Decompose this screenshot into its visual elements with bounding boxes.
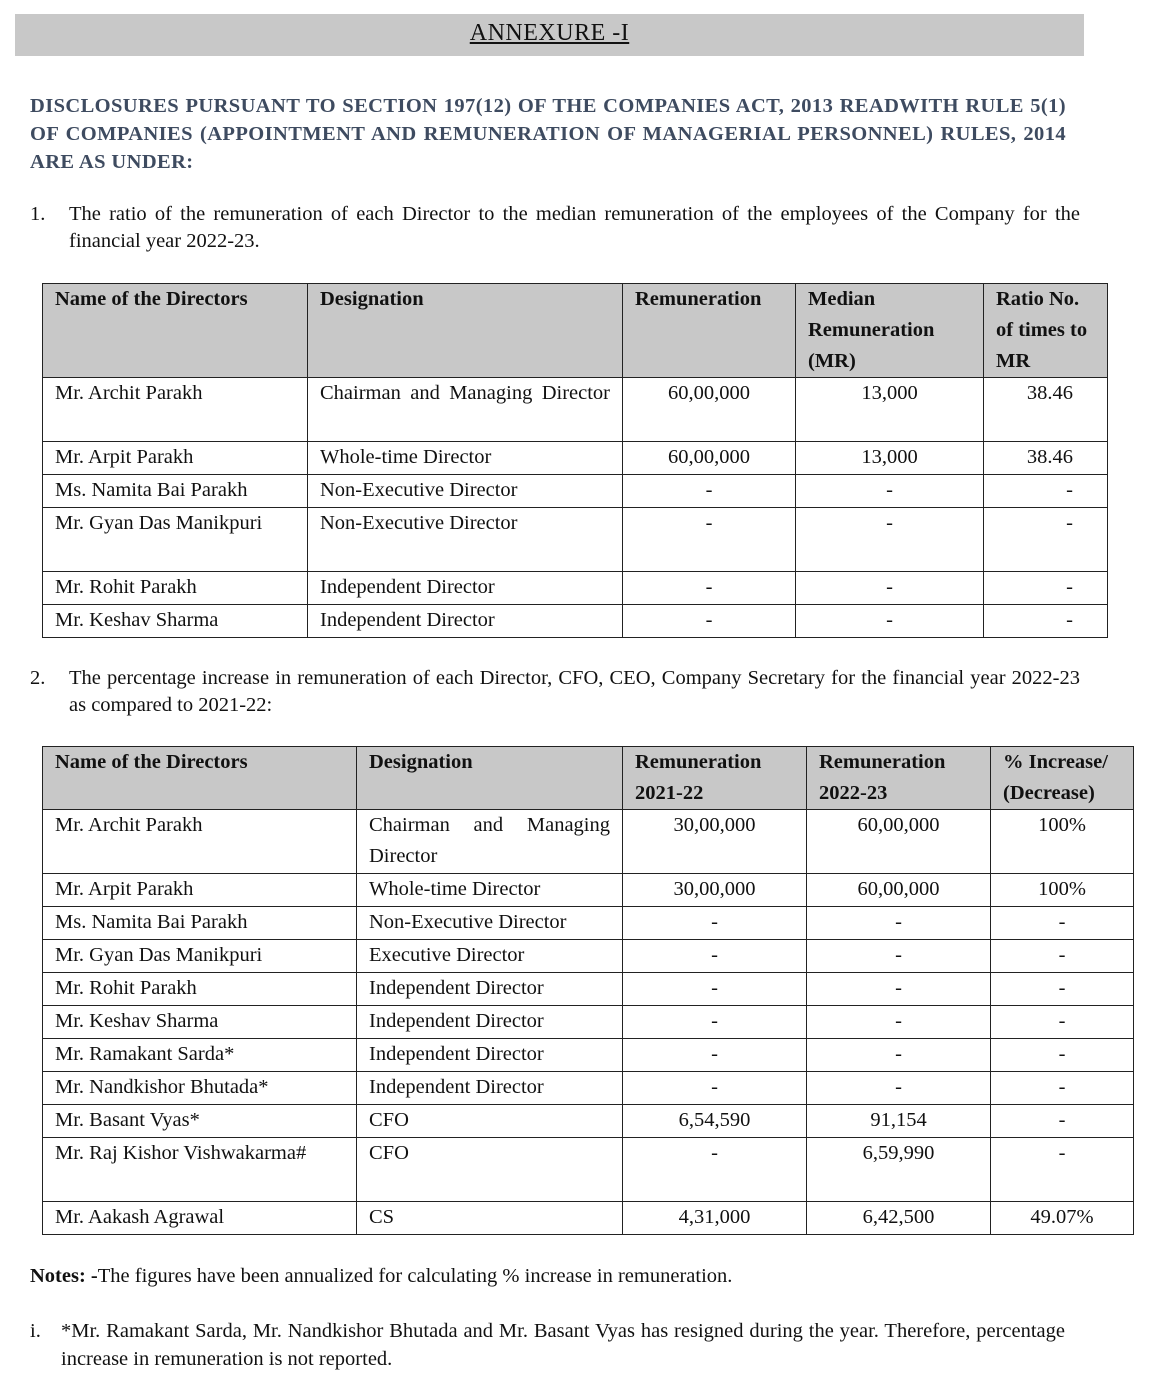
table-row bbox=[43, 1138, 1134, 1202]
ratio: - bbox=[984, 475, 1108, 508]
table-row bbox=[43, 442, 1108, 475]
director-name: Ms. Namita Bai Parakh bbox=[43, 907, 357, 940]
designation: CS bbox=[357, 1202, 623, 1235]
table-row bbox=[43, 874, 1134, 907]
median-remuneration: - bbox=[796, 605, 984, 638]
ratio: 38.46 bbox=[984, 442, 1108, 475]
table-row bbox=[43, 605, 1108, 638]
designation: Non-Executive Director bbox=[357, 907, 623, 940]
percent-increase: - bbox=[991, 1006, 1134, 1039]
percent-increase: - bbox=[991, 1105, 1134, 1138]
remuneration-2022-23: - bbox=[807, 1072, 991, 1105]
designation: Independent Director bbox=[357, 1006, 623, 1039]
designation: Non-Executive Director bbox=[308, 475, 623, 508]
director-name: Mr. Archit Parakh bbox=[43, 810, 357, 874]
remuneration: - bbox=[623, 508, 796, 572]
remuneration-2022-23: 60,00,000 bbox=[807, 874, 991, 907]
column-header: % Increase/ (Decrease) bbox=[991, 747, 1134, 810]
remuneration-2022-23: 60,00,000 bbox=[807, 810, 991, 874]
notes-text: The figures have been annualized for calculating % increase in remuneration. bbox=[97, 1265, 733, 1287]
point-2-number: 2. bbox=[30, 667, 46, 689]
percent-increase: - bbox=[991, 1072, 1134, 1105]
column-header: Remuneration bbox=[623, 284, 796, 378]
median-remuneration: 13,000 bbox=[796, 442, 984, 475]
remuneration-increase-table bbox=[42, 746, 1134, 1235]
designation: Independent Director bbox=[357, 1072, 623, 1105]
percent-increase: - bbox=[991, 907, 1134, 940]
notes-label: Notes: - bbox=[30, 1265, 98, 1287]
annexure-title-bar bbox=[15, 14, 1084, 56]
column-header: Name of the Directors bbox=[43, 747, 357, 810]
director-name: Mr. Rohit Parakh bbox=[43, 973, 357, 1006]
column-header: Remuneration 2022-23 bbox=[807, 747, 991, 810]
director-name: Mr. Archit Parakh bbox=[43, 378, 308, 442]
designation: Non-Executive Director bbox=[308, 508, 623, 572]
point-1-number: 1. bbox=[30, 203, 46, 225]
percent-increase: - bbox=[991, 1138, 1134, 1202]
percent-increase: 49.07% bbox=[991, 1202, 1134, 1235]
designation: Executive Director bbox=[357, 940, 623, 973]
ratio: - bbox=[984, 572, 1108, 605]
remuneration: 60,00,000 bbox=[623, 378, 796, 442]
remuneration-2021-22: - bbox=[623, 973, 807, 1006]
remuneration-2021-22: - bbox=[623, 1006, 807, 1039]
median-remuneration: - bbox=[796, 508, 984, 572]
column-header: Designation bbox=[308, 284, 623, 378]
director-name: Mr. Raj Kishor Vishwakarma# bbox=[43, 1138, 357, 1202]
ratio: - bbox=[984, 508, 1108, 572]
median-remuneration: 13,000 bbox=[796, 378, 984, 442]
remuneration-2021-22: 30,00,000 bbox=[623, 810, 807, 874]
point-1 bbox=[30, 201, 1080, 255]
director-name: Mr. Nandkishor Bhutada* bbox=[43, 1072, 357, 1105]
point-2-text: The percentage increase in remuneration of each Director, CFO, CEO, Company Secretary for the financial year 2022-23 as compared to 2021-22: bbox=[69, 667, 1080, 716]
remuneration-2022-23: - bbox=[807, 1006, 991, 1039]
director-name: Mr. Keshav Sharma bbox=[43, 1006, 357, 1039]
remuneration-2021-22: - bbox=[623, 907, 807, 940]
designation: Whole-time Director bbox=[308, 442, 623, 475]
director-name: Mr. Ramakant Sarda* bbox=[43, 1039, 357, 1072]
remuneration-2021-22: - bbox=[623, 940, 807, 973]
remuneration-2022-23: 6,59,990 bbox=[807, 1138, 991, 1202]
table-row bbox=[43, 475, 1108, 508]
remuneration-2021-22: - bbox=[623, 1072, 807, 1105]
remuneration-2021-22: - bbox=[623, 1039, 807, 1072]
median-remuneration: - bbox=[796, 572, 984, 605]
designation: Chairman and Managing Director bbox=[357, 810, 623, 874]
table-row bbox=[43, 508, 1108, 572]
median-remuneration: - bbox=[796, 475, 984, 508]
column-header: Designation bbox=[357, 747, 623, 810]
remuneration: - bbox=[623, 605, 796, 638]
table-row bbox=[43, 907, 1134, 940]
remuneration: - bbox=[623, 572, 796, 605]
table-row bbox=[43, 1006, 1134, 1039]
director-name: Mr. Basant Vyas* bbox=[43, 1105, 357, 1138]
remuneration-2021-22: - bbox=[623, 1138, 807, 1202]
percent-increase: - bbox=[991, 1039, 1134, 1072]
remuneration-2021-22: 4,31,000 bbox=[623, 1202, 807, 1235]
percent-increase: - bbox=[991, 973, 1134, 1006]
column-header: Name of the Directors bbox=[43, 284, 308, 378]
remuneration-2022-23: - bbox=[807, 973, 991, 1006]
table-row bbox=[43, 973, 1134, 1006]
remuneration: - bbox=[623, 475, 796, 508]
director-name: Mr. Aakash Agrawal bbox=[43, 1202, 357, 1235]
column-header: Median Remuneration (MR) bbox=[796, 284, 984, 378]
director-name: Mr. Rohit Parakh bbox=[43, 572, 308, 605]
designation: Independent Director bbox=[308, 572, 623, 605]
remuneration-2022-23: 6,42,500 bbox=[807, 1202, 991, 1235]
remuneration-2022-23: - bbox=[807, 1039, 991, 1072]
remuneration-2022-23: - bbox=[807, 940, 991, 973]
remuneration-2022-23: - bbox=[807, 907, 991, 940]
designation: Independent Director bbox=[357, 1039, 623, 1072]
note-item-number: i. bbox=[30, 1320, 41, 1342]
disclosure-heading: DISCLOSURES PURSUANT TO SECTION 197(12) OF THE COMPANIES ACT, 2013 READWITH RULE 5(1) OF COMPANIES (APPOINTMENT AND REMUNERATION OF MANAGERIAL PERSONNEL) RULES, 2014 ARE AS UNDER: bbox=[30, 95, 1066, 173]
table-row bbox=[43, 1105, 1134, 1138]
director-name: Mr. Keshav Sharma bbox=[43, 605, 308, 638]
table-row bbox=[43, 1202, 1134, 1235]
director-name: Mr. Arpit Parakh bbox=[43, 874, 357, 907]
director-ratio-table bbox=[42, 283, 1108, 638]
annexure-title: ANNEXURE -I bbox=[469, 20, 630, 46]
column-header: Remuneration 2021-22 bbox=[623, 747, 807, 810]
percent-increase: 100% bbox=[991, 874, 1134, 907]
table-row bbox=[43, 810, 1134, 874]
point-2 bbox=[30, 665, 1080, 719]
table-row bbox=[43, 1072, 1134, 1105]
notes bbox=[30, 1262, 732, 1290]
note-item bbox=[30, 1317, 1065, 1373]
ratio: - bbox=[984, 605, 1108, 638]
table-row bbox=[43, 572, 1108, 605]
designation: CFO bbox=[357, 1105, 623, 1138]
director-name: Mr. Gyan Das Manikpuri bbox=[43, 940, 357, 973]
table-row bbox=[43, 940, 1134, 973]
designation: Independent Director bbox=[308, 605, 623, 638]
director-name: Mr. Arpit Parakh bbox=[43, 442, 308, 475]
point-1-text: The ratio of the remuneration of each Director to the median remuneration of the employees of the Company for the financial year 2022-23. bbox=[69, 203, 1080, 252]
director-name: Ms. Namita Bai Parakh bbox=[43, 475, 308, 508]
column-header: Ratio No. of times to MR bbox=[984, 284, 1108, 378]
remuneration-2021-22: 6,54,590 bbox=[623, 1105, 807, 1138]
table-header-row bbox=[43, 284, 1108, 378]
table-row bbox=[43, 1039, 1134, 1072]
designation: Independent Director bbox=[357, 973, 623, 1006]
designation: Whole-time Director bbox=[357, 874, 623, 907]
remuneration-2021-22: 30,00,000 bbox=[623, 874, 807, 907]
note-item-text: *Mr. Ramakant Sarda, Mr. Nandkishor Bhutada and Mr. Basant Vyas has resigned during the year. Therefore, percentage increase in remuneration is not reported. bbox=[61, 1320, 1065, 1370]
percent-increase: 100% bbox=[991, 810, 1134, 874]
remuneration: 60,00,000 bbox=[623, 442, 796, 475]
percent-increase: - bbox=[991, 940, 1134, 973]
designation: Chairman and Managing Director bbox=[308, 378, 623, 442]
director-name: Mr. Gyan Das Manikpuri bbox=[43, 508, 308, 572]
table-row bbox=[43, 378, 1108, 442]
ratio: 38.46 bbox=[984, 378, 1108, 442]
designation: CFO bbox=[357, 1138, 623, 1202]
remuneration-2022-23: 91,154 bbox=[807, 1105, 991, 1138]
table-header-row bbox=[43, 747, 1134, 810]
